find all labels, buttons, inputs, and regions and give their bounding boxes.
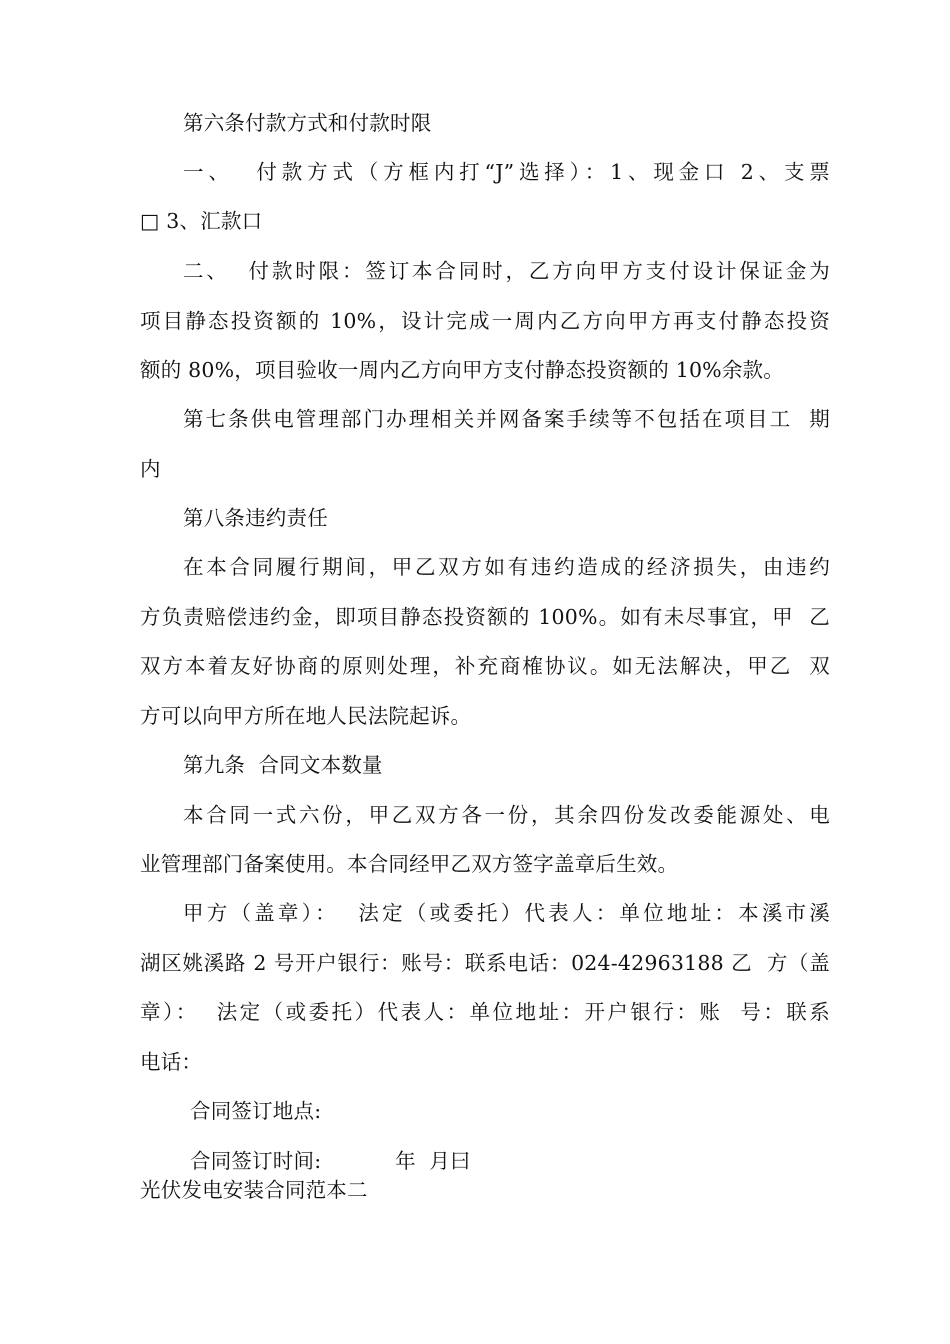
payment-method-line-cont: □ 3、汇款口 [140,209,263,233]
article-8-line-2: 方负责赔偿违约金，即项目静态投资额的 100%。如有未尽事宜，甲 乙 [140,605,830,629]
party-info-line-3: 章）： 法定（或委托）代表人：单位地址：开户银行：账 号：联系 [140,1000,830,1024]
signing-place: 合同签订地点: [190,1099,322,1123]
article-9-line-2: 业管理部门备案使用。本合同经甲乙双方签字盖章后生效。 [140,852,679,876]
article-7-line-2: 内 [140,457,161,481]
party-info-line-2: 湖区姚溪路 2 号开户银行：账号：联系电话：024-42963188 乙 方（盖 [140,951,830,975]
payment-method-line: 一、 付款方式（方框内打“J”选择）：1、现金口 2、支票 [183,160,830,184]
payment-term-line-3: 额的 80%，项目验收一周内乙方向甲方支付静态投资额的 10%余款。 [140,358,784,382]
party-info-line-4: 电话： [140,1050,203,1074]
payment-term-line-2: 项目静态投资额的 10%，设计完成一周内乙方向甲方再支付静态投资 [140,309,830,333]
article-9-line-1: 本合同一式六份，甲乙双方各一份，其余四份发改委能源处、电 [183,803,830,827]
payment-term-line-1: 二、 付款时限：签订本合同时，乙方向甲方支付设计保证金为 [183,259,830,283]
article-9-heading: 第九条 合同文本数量 [183,753,383,777]
article-8-line-3: 双方本着友好协商的原则处理，补充商榷协议。如无法解决，甲乙 双 [140,654,830,678]
article-8-heading: 第八条违约责任 [183,506,328,530]
article-8-line-4: 方可以向甲方所在地人民法院起诉。 [140,704,472,728]
signing-time: 合同签订时间: 年 月曰 [190,1149,471,1173]
article-8-line-1: 在本合同履行期间，甲乙双方如有违约造成的经济损失，由违约 [183,555,830,579]
article-7-line-1: 第七条供电管理部门办理相关并网备案手续等不包括在项目工 期 [183,407,830,431]
party-info-line-1: 甲方（盖章）： 法定（或委托）代表人：单位地址：本溪市溪 [183,901,830,925]
next-contract-title: 光伏发电安装合同范本二 [140,1178,368,1202]
article-6-heading: 第六条付款方式和付款时限 [183,111,432,135]
